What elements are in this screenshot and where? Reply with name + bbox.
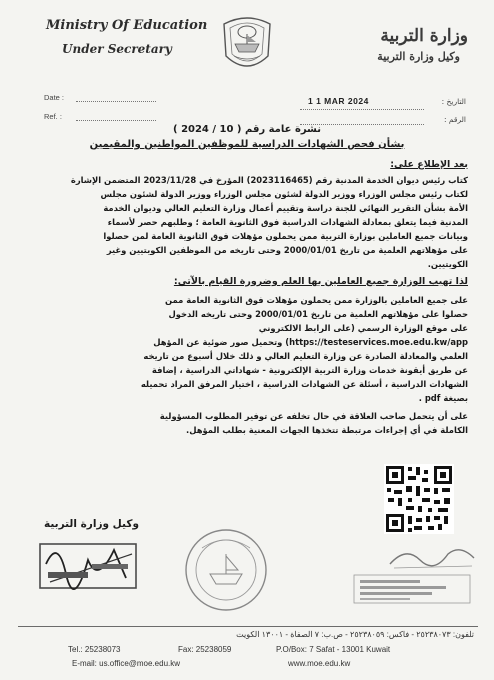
- paragraph2-link-line[interactable]: https://testeservices.moe.edu.kw/app) وتحميل صور ضوئية عن المؤهل: [153, 337, 468, 347]
- paragraph2-line: الشهادات الدراسية ، أسئلة عن الشهادات الدراسية ، اختيار المرفق المراد تحميله: [140, 379, 468, 389]
- qr-code-icon: [384, 464, 454, 534]
- footer-contact-ar: تلفون: ٢٥٢٣٨٠٧٣ - فاكس: ٢٥٢٣٨٠٥٩ - ص.ب: ٧ الصفاة - ١٣٠٠١ الكويت: [236, 630, 474, 639]
- ref-label-en: Ref. :: [44, 112, 62, 121]
- paragraph1-line: على مؤهلاتهم العلمية من تاريخ 2000/01/01 وحتى تاريخه من الموظفين الكويتيين وغير: [106, 245, 468, 255]
- paragraph3-line: الكاملة في أي إجراءات مرتبطة تتخذها الجهات المعنية بطلب المؤهل.: [186, 425, 468, 435]
- ministry-seal-icon: [180, 524, 272, 616]
- ref-label-ar: الرقم :: [444, 115, 466, 124]
- signature-stamp-icon: [36, 534, 146, 596]
- handwritten-note-icon: [386, 540, 482, 574]
- paragraph2-line: بصيغة pdf .: [418, 393, 468, 403]
- footer-fax: Fax: 25238059: [178, 645, 232, 654]
- footer-website[interactable]: www.moe.edu.kw: [288, 659, 351, 668]
- date-stamp: 1 1 MAR 2024: [308, 96, 369, 106]
- paragraph2-line: على جميع العاملين بالوزارة ممن يحملون مؤهلات فوق الثانوية العامة ممن: [164, 295, 468, 305]
- paragraph3-line: على أن يتحمل صاحب العلاقة في حال تخلفه عن توفير المطلوب المسؤولية: [159, 411, 468, 421]
- paragraph1-line: الأمة بشأن التقرير النهائي للجنة دراسة وتقييم أعمال وزارة التعليم العالي وديوان الخدمة: [103, 203, 468, 213]
- office-name-ar: وكيل وزارة التربية: [377, 50, 460, 63]
- paragraph2-line: العلمي والمعادلة الصادرة عن وزارة التعليم العالي و ذلك خلال أسبوع من تاريخه: [143, 351, 468, 361]
- stamp-block-icon: [352, 572, 472, 606]
- action-heading: لذا تهيب الوزارة جميع العاملين بها العلم وضرورة القيام بالآتي:: [173, 276, 468, 287]
- footer-tel: Tel.: 25238073: [68, 645, 121, 654]
- ministry-name-ar: وزارة التربية: [380, 26, 468, 46]
- paragraph1-line: كتاب رئيس ديوان الخدمة المدنية رقم (2023116465) المؤرخ في 2023/11/28 المتضمن الإشارة: [70, 175, 468, 185]
- paragraph1-line: لكتاب رئيس مجلس الوزراء ووزير الدولة لشئون مجلس الوزراء ووزير الدولة لشئون مجلس: [100, 189, 468, 199]
- ref-line-en: [76, 120, 156, 121]
- date-line-ar: [300, 109, 424, 110]
- ministry-name-en: Ministry Of Education: [46, 18, 208, 33]
- paragraph2-line: عن طريق أيقونة خدمات وزارة التربية الإلكترونية - شهاداتي الدراسية ، إضافة: [151, 365, 468, 375]
- date-line-en: [76, 101, 156, 102]
- circular-number: نشرة عامة رقم ( 10 / 2024 ): [173, 124, 321, 135]
- date-label-en: Date :: [44, 93, 65, 102]
- paragraph1-line: المدنية فيما يتعلق بمعادلة الشهادات الدراسية فوق الثانوية العامة ؛ وطلبهم حصر لأسماء: [107, 217, 468, 227]
- footer-pobox: P.O/Box: 7 Safat - 13001 Kuwait: [276, 645, 391, 654]
- date-label-ar: التاريخ :: [441, 97, 466, 106]
- paragraph2-line: على موقع الوزارة الرسمي (على الرابط الالكتروني: [258, 323, 468, 333]
- paragraph2-line: حصلوا على مؤهلاتهم العلمية من تاريخ 2000/01/01 وحتى تاريخه الدخول: [168, 309, 468, 319]
- footer-email[interactable]: E-mail: us.office@moe.edu.kw: [72, 659, 181, 668]
- footer-divider: [18, 626, 478, 627]
- signature-title: وكيل وزارة التربية: [44, 518, 139, 530]
- paragraph1-line: الكويتيين.: [427, 259, 468, 269]
- paragraph1-line: وبيانات جميع العاملين بوزارة التربية ممن يحملون مؤهلات فوق الثانوية العامة لمن حصلوا: [103, 231, 468, 241]
- office-name-en: Under Secretary: [62, 42, 172, 56]
- kuwait-emblem-icon: [216, 10, 278, 80]
- intro-heading: بعد الإطلاع على:: [390, 159, 468, 170]
- circular-subject: بشأن فحص الشهادات الدراسية للموظفين المواطنين والمقيمين: [89, 139, 405, 150]
